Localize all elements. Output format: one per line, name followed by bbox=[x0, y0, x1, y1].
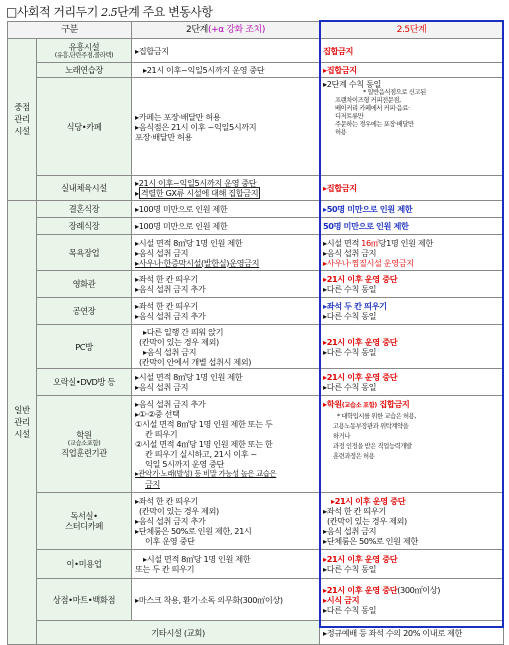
level25-text: ▸21시 이후 운영 중단 bbox=[323, 372, 398, 382]
level25-text: ▸21시 이후 운영 중단 bbox=[323, 336, 398, 347]
level25-text: ▸시식 금지 bbox=[323, 594, 360, 605]
level25-text: ▸집합금지 bbox=[323, 65, 357, 75]
level25-text: 50명 미만으로 인원 제한 bbox=[323, 221, 409, 231]
level25-text: (300㎡이상) bbox=[397, 584, 441, 595]
level2-text: 포장·배달만 허용 bbox=[135, 131, 192, 142]
level25-text: ▸21시 이후 운영 중단 bbox=[323, 584, 398, 595]
level25-text: ▸다른 수칙 동일 bbox=[323, 564, 377, 574]
header-level2 bbox=[132, 22, 320, 39]
level25-text: ▸다른 수칙 동일 bbox=[323, 604, 377, 615]
level2-text: ▸①·②중 선택 bbox=[135, 409, 180, 419]
level25-cell bbox=[320, 579, 504, 621]
level2-cell bbox=[132, 63, 320, 78]
level25-note: 디저트류만 bbox=[335, 113, 364, 120]
table-row bbox=[8, 176, 504, 201]
table-row bbox=[8, 550, 504, 579]
level2-text: ▸카페는 포장·배달만 허용 bbox=[135, 111, 221, 122]
level25-note: 과정 인정을 받은 직업능력개발 bbox=[333, 443, 412, 450]
level25-text: ▸다른 수칙 동일 bbox=[323, 382, 377, 392]
level25-cell bbox=[320, 176, 504, 201]
level25-text: ▸다른 수칙 동일 bbox=[323, 311, 377, 321]
level2-text: ▸정규예배 등 좌석 수의 20% 이내로 제한 bbox=[323, 627, 463, 638]
level2-text: ▸집합금지 bbox=[135, 45, 169, 56]
level2-text: ▸음식 섭취 금지 추가 bbox=[135, 399, 206, 409]
table-row bbox=[8, 493, 504, 550]
facility-beauty: 이•미용업 bbox=[37, 550, 132, 579]
header-level2-note: (+α 강화 조치) bbox=[207, 25, 265, 35]
level25-cell bbox=[320, 271, 504, 298]
level25-cell bbox=[320, 39, 504, 63]
level2-text: 격렬한 GX류 시설에 대해 집합금지 bbox=[140, 188, 259, 198]
facility-subname: (교습소포함) bbox=[67, 440, 101, 447]
level2-cell bbox=[132, 579, 320, 621]
facility-reading-room bbox=[37, 493, 132, 550]
level2-text: ▸음식 섭취 금지 bbox=[143, 346, 197, 357]
table-row bbox=[8, 298, 504, 325]
level25-text: ▸21시 이후 운영 중단 bbox=[323, 554, 398, 564]
level25-note: 주문하는 경우에는 포장·배달만 bbox=[335, 121, 414, 128]
level2-cell bbox=[132, 550, 320, 579]
facility-stores: 상점•마트•백화점 bbox=[37, 579, 132, 621]
group-general-facilities: 일반 관리 시설 bbox=[8, 201, 37, 645]
level2-text: ▸단체룸은 50%로 인원 제한, 21시 bbox=[135, 526, 252, 536]
table-row bbox=[8, 78, 504, 176]
level2-text: ▸좌석 한 칸 띄우기 bbox=[135, 301, 198, 311]
level25-text: ▸21시 이후 운영 중단 bbox=[331, 496, 406, 506]
table-row bbox=[8, 218, 504, 235]
level25-cell bbox=[320, 369, 504, 396]
facility-academy bbox=[37, 396, 132, 493]
level2-cell bbox=[132, 325, 320, 369]
table-row bbox=[8, 271, 504, 298]
title-prefix: □사회적 거리두기 bbox=[6, 5, 102, 19]
facility-wedding: 결혼식장 bbox=[37, 201, 132, 218]
facility-restaurant: 식당•카페 bbox=[37, 78, 132, 176]
level25-note: 하거나 bbox=[333, 433, 351, 440]
level25-note: 허용 bbox=[335, 129, 347, 136]
facility-bath: 목욕장업 bbox=[37, 235, 132, 271]
level2-text: (칸막이 안에서 개별 섭취시 제외) bbox=[139, 356, 252, 367]
level2-text: ▸음식 섭취 금지 추가 bbox=[135, 284, 206, 294]
level2-text: ▸시설 면적 8㎡당 1명 인원 제한 bbox=[135, 372, 243, 382]
table-row bbox=[8, 39, 504, 63]
level25-note: 훈련과정은 허용 bbox=[333, 453, 375, 460]
level2-text: 금지 bbox=[145, 479, 161, 489]
facility-entertainment bbox=[37, 39, 132, 63]
level2-text: ▸좌석 한 칸 띄우기 bbox=[135, 496, 198, 506]
level25-note: * 대학입시를 위한 교습은 허용, bbox=[337, 413, 416, 420]
facility-name: 독서실• bbox=[70, 511, 98, 521]
level25-text: ▸사우나·찜질시설 운영금지 bbox=[323, 257, 414, 268]
facility-cinema: 영화관 bbox=[37, 271, 132, 298]
group-key-facilities: 중점 관리 시설 bbox=[8, 39, 37, 201]
level2-cell bbox=[132, 493, 320, 550]
facility-indoor-sports: 실내체육시설 bbox=[37, 176, 132, 201]
level2-text: 칸 띄우기 실시하고, 21시 이후 ~ bbox=[145, 449, 257, 459]
level25-cell bbox=[320, 298, 504, 325]
level2-text: 이후 운영 중단 bbox=[145, 536, 195, 546]
level2-text: ①시설 면적 8㎡당 1명 인원 제한 또는 두 bbox=[135, 419, 273, 429]
level25-text: ▸2단계 수칙 동일 bbox=[323, 79, 381, 89]
level25-note: 베이커리 카페에서 커피·음료· bbox=[335, 105, 410, 112]
level2-text: ▸음식점은 21시 이후 ~익일5시까지 bbox=[135, 121, 257, 132]
table-row bbox=[8, 579, 504, 621]
level2-cell bbox=[132, 396, 320, 493]
level2-text: ▸음식 섭취 금지 추가 bbox=[135, 516, 206, 526]
level25-text: ▸학원 bbox=[323, 399, 342, 409]
level25-cell bbox=[320, 218, 504, 235]
level25-cell bbox=[320, 78, 504, 176]
table-row bbox=[8, 63, 504, 78]
level2-text: ②시설 면적 4㎡당 1명 인원 제한 또는 한 bbox=[135, 439, 273, 449]
facility-arcade: 오락실•DVD방 등 bbox=[37, 369, 132, 396]
facility-karaoke: 노래연습장 bbox=[37, 63, 132, 78]
level2-text: ▸100명 미만으로 인원 제한 bbox=[135, 221, 228, 231]
facility-funeral: 장례식장 bbox=[37, 218, 132, 235]
level2-text: ▸마스크 착용, 환기·소독 의무화(300㎡이상) bbox=[135, 594, 283, 605]
level25-cell bbox=[320, 493, 504, 550]
level25-text: ▸50명 미만으로 인원 제한 bbox=[323, 204, 413, 214]
level2-text: ▸음식 섭취 금지 bbox=[135, 247, 189, 258]
level2-cell bbox=[132, 176, 320, 201]
level25-text: ▸시설 면적 bbox=[323, 237, 362, 248]
level2-cell bbox=[132, 78, 320, 176]
level2-text: (칸막이 있는 경우 제외) bbox=[139, 336, 219, 347]
level2-text: ▸21시 이후~익일5시까지 운영 중단 bbox=[143, 65, 265, 75]
level25-cell bbox=[320, 235, 504, 271]
level25-text: ▸21시 이후 운영 중단 bbox=[323, 274, 398, 284]
header-level25: 2.5단계 bbox=[320, 22, 504, 39]
level2-cell bbox=[132, 298, 320, 325]
page-title bbox=[6, 3, 213, 20]
level25-text: ▸좌석 한 칸 띄우기 bbox=[323, 506, 386, 516]
facility-name: 스터디카페 bbox=[64, 521, 104, 531]
header-level2-label: 2단계 bbox=[186, 25, 208, 35]
level2-text: ▸사우나·한증막시설(발한실)운영금지 bbox=[135, 257, 260, 268]
level25-text: ▸다른 수칙 동일 bbox=[323, 284, 377, 294]
level2-text: (칸막이 있는 경우 제외) bbox=[139, 506, 219, 516]
level2-text: ▸시설 면적 8㎡당 1명 인원 제한 bbox=[143, 554, 251, 564]
table-row bbox=[8, 235, 504, 271]
level25-text: (교습소 포함) bbox=[341, 402, 377, 409]
level2-text: ▸21시 이후~익일5시까지 운영 중단 bbox=[135, 178, 257, 188]
table-row bbox=[8, 396, 504, 493]
level2-text: ▸시설 면적 8㎡당 1명 인원 제한 bbox=[135, 237, 243, 248]
level2-cell bbox=[132, 369, 320, 396]
level25-text: ▸집합금지 bbox=[323, 183, 357, 193]
level25-cell bbox=[320, 201, 504, 218]
level25-note: 고용노동부장관과 위탁계약을 bbox=[333, 423, 409, 430]
group-other-church: 기타시설 (교회) bbox=[37, 621, 320, 645]
level25-cell bbox=[320, 325, 504, 369]
level25-cell bbox=[320, 550, 504, 579]
table-row bbox=[8, 325, 504, 369]
level2-cell bbox=[132, 271, 320, 298]
header-type: 구분 bbox=[8, 22, 132, 39]
level25-text: 집합금지 bbox=[376, 399, 410, 409]
level25-text: 당1명 인원 제한 bbox=[378, 237, 433, 248]
facility-name: 직업훈련기관 bbox=[61, 448, 107, 458]
facility-name: 유흥시설 bbox=[68, 41, 100, 52]
level2-text: ▸음식 섭취 금지 bbox=[135, 382, 189, 392]
level25-note: 프랜차이즈형 커피전문점, bbox=[335, 97, 401, 104]
table-row bbox=[8, 369, 504, 396]
level25-text: 집합금지 bbox=[323, 45, 354, 56]
level25-highlight: 16㎡ bbox=[361, 237, 379, 248]
level25-cell bbox=[320, 63, 504, 78]
title-suffix: 단계 주요 변동사항 bbox=[117, 5, 213, 19]
level25-text: ▸단체룸은 50%로 인원 제한 bbox=[323, 536, 418, 546]
level25-text: ▸좌석 두 칸 띄우기 bbox=[323, 301, 387, 311]
level2-text: ▸좌석 한 칸 띄우기 bbox=[135, 274, 198, 284]
level2-cell bbox=[132, 39, 320, 63]
title-level: 2.5 bbox=[101, 6, 118, 19]
level2-text: 칸 띄우기 bbox=[145, 429, 178, 439]
level2-cell bbox=[132, 218, 320, 235]
level25-text: ▸음식 섭취 금지 bbox=[323, 526, 377, 536]
facility-pcroom: PC방 bbox=[37, 325, 132, 369]
facility-subname: (유흥,단란주점,콜라텍) bbox=[54, 51, 114, 59]
facility-theater: 공연장 bbox=[37, 298, 132, 325]
table-row bbox=[8, 201, 504, 218]
level25-text: ▸음식 섭취 금지 bbox=[323, 247, 377, 258]
level25-cell bbox=[320, 396, 504, 493]
level25-text: ▸다른 수칙 동일 bbox=[323, 346, 377, 357]
level2-cell bbox=[132, 201, 320, 218]
level2-text: 익일 5시까지 운영 중단 bbox=[145, 459, 224, 469]
level2-text: ▸100명 미만으로 인원 제한 bbox=[135, 204, 228, 214]
level2-text: ▸음식 섭취 금지 추가 bbox=[135, 311, 206, 321]
level2-cell bbox=[132, 235, 320, 271]
table-header-row bbox=[8, 22, 504, 39]
level25-text: (칸막이 있는 경우 제외) bbox=[327, 516, 407, 526]
level2-text: ▸다른 일행 간 띄워 앉기 bbox=[143, 326, 224, 337]
facility-name: 학원 bbox=[76, 430, 92, 440]
level2-text: ▸관악기·노래(발성) 등 비말 가능성 높은 교습은 bbox=[135, 469, 277, 478]
measures-table bbox=[7, 21, 504, 645]
level2-bullet: ▸ bbox=[135, 188, 139, 198]
level2-text: 또는 두 칸 띄우기 bbox=[135, 564, 195, 574]
level25-note: * 일반음식점으로 신고된 bbox=[363, 89, 426, 96]
